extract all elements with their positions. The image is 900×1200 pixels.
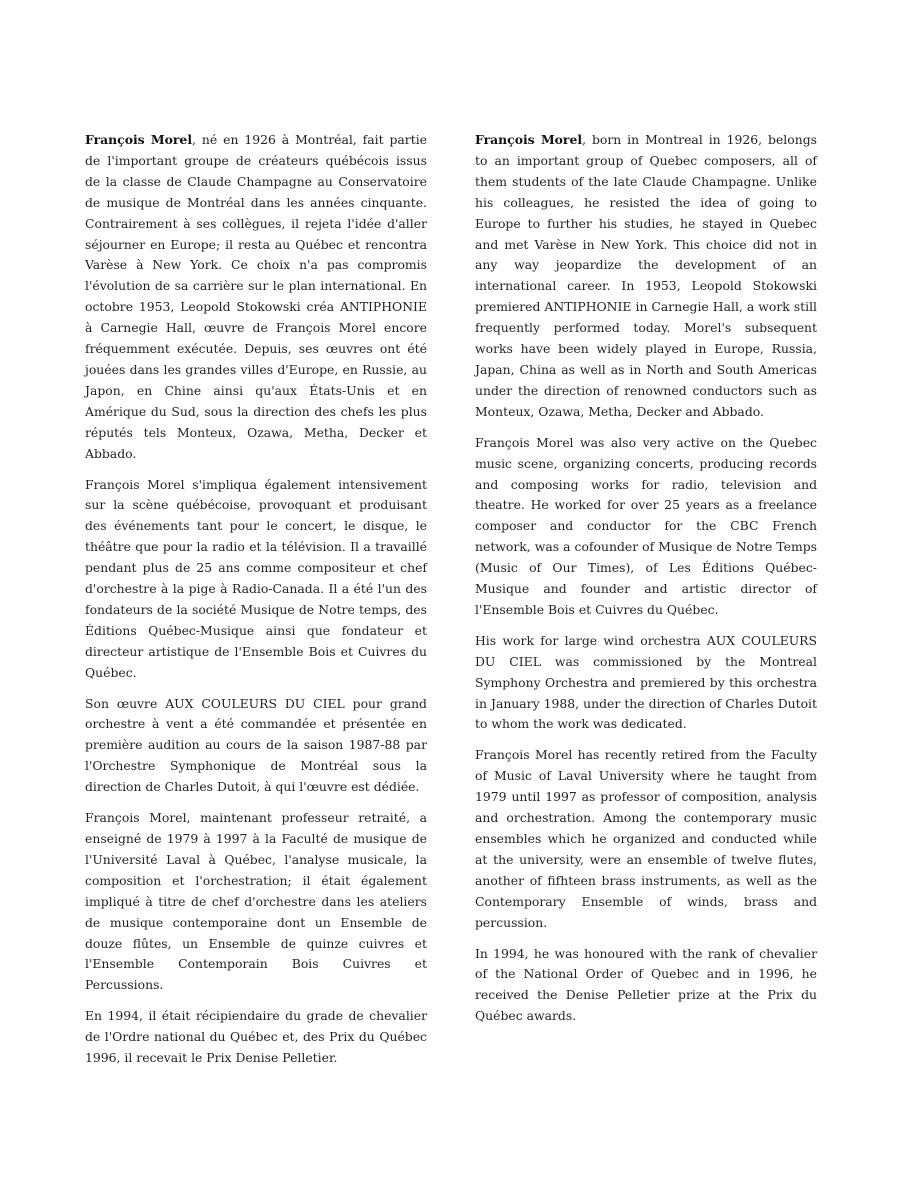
composer-name: François Morel	[475, 132, 583, 147]
french-paragraph-4: François Morel, maintenant professeur retraité, a enseigné de 1979 à 1997 à la Faculté de musique de l'Université Laval à Québec, l'analyse musicale, la composition et l'orchestration; il était également impliqué à titre de chef d'orchestre dans les ateliers de musique contemporaine dont un Ensemble de douze flûtes, un Ensemble de quinze cuivres et l'Ensemble Contemporain Bois Cuivres et Percussions.	[85, 810, 427, 993]
english-paragraph-3: His work for large wind orchestra AUX COULEURS DU CIEL was commissioned by the Montreal Symphony Orchestra and premiered by this orchestra in January 1988, under the direction of Charles Dutoit to whom the work was dedicated.	[475, 632, 817, 732]
composer-name: François Morel	[85, 132, 193, 147]
french-paragraph-1	[85, 130, 427, 465]
french-paragraph-5: En 1994, il était récipiendaire du grade de chevalier de l'Ordre national du Québec et, des Prix du Québec 1996, il recevait le Prix Denise Pelletier.	[85, 1008, 427, 1066]
french-paragraph-3: Son œuvre AUX COULEURS DU CIEL pour grand orchestre à vent a été commandée et présentée en première audition au cours de la saison 1987-88 par l'Orchestre Symphonique de Montréal sous la direction de Charles Dutoit, à qui l'œuvre est dédiée.	[85, 695, 427, 795]
english-paragraph-1-text: , born in Montreal in 1926, belongs to an important group of Quebec composers, all of them students of the late Claude Champagne. Unlike his colleagues, he resisted the idea of going to Europe to further his studies, he stayed in Quebec and met Varèse in New York. This choice did not in any way jeopardize the development of an international career. In 1953, Leopold Stokowski premiered ANTIPHONIE in Carnegie Hall, a work still frequently performed today. Morel's subsequent works have been widely played in Europe, Russia, Japan, China as well as in North and South Americas under the direction of renowned conductors such as Monteux, Ozawa, Metha, Decker and Abbado.	[475, 132, 817, 419]
french-column	[85, 130, 427, 1079]
english-paragraph-4: François Morel has recently retired from the Faculty of Music of Laval University where he taught from 1979 until 1997 as professor of composition, analysis and orchestration. Among the contemporary music ensembles which he organized and conducted while at the university, were an ensemble of twelve flutes, another of fifhteen brass instruments, as well as the Contemporary Ensemble of winds, brass and percussion.	[475, 747, 817, 930]
english-paragraph-2: François Morel was also very active on the Quebec music scene, organizing concerts, producing records and composing works for radio, television and theatre. He worked for over 25 years as a freelance composer and conductor for the CBC French network, was a cofounder of Musique de Notre Temps (Music of Our Times), of Les Éditions Québec-Musique and founder and artistic director of l'Ensemble Bois et Cuivres du Québec.	[475, 434, 817, 617]
french-paragraph-2: François Morel s'impliqua également intensivement sur la scène québécoise, provoquant et produisant des événements tant pour le concert, le disque, le théâtre que pour la radio et la télévision. Il a travaillé pendant plus de 25 ans comme compositeur et chef d'orchestre à la pige à Radio-Canada. Il a été l'un des fondateurs de la société Musique de Notre temps, des Éditions Québec-Musique ainsi que fondateur et directeur artistique de l'Ensemble Bois et Cuivres du Québec.	[85, 476, 427, 680]
english-paragraph-1	[475, 130, 817, 423]
english-column	[475, 130, 817, 1037]
french-paragraph-1-text: , né en 1926 à Montréal, fait partie de l'important groupe de créateurs québécois issus de la classe de Claude Champagne au Conservatoire de musique de Montréal dans les années cinquante. Contrairement à ses collègues, il rejeta l'idée d'aller séjourner en Europe; il resta au Québec et rencontra Varèse à New York. Ce choix n'a pas compromis l'évolution de sa carrière sur le plan international. En octobre 1953, Leopold Stokowski créa ANTIPHONIE à Carnegie Hall, œuvre de François Morel encore fréquemment exécutée. Depuis, ses œuvres ont été jouées dans les grandes villes d'Europe, en Russie, au Japon, en Chine ainsi qu'aux États-Unis et en Amérique du Sud, sous la direction des chefs les plus réputés tels Monteux, Ozawa, Metha, Decker et Abbado.	[85, 132, 427, 461]
english-paragraph-5: In 1994, he was honoured with the rank of chevalier of the National Order of Quebec and in 1996, he received the Denise Pelletier prize at the Prix du Québec awards.	[475, 945, 817, 1024]
